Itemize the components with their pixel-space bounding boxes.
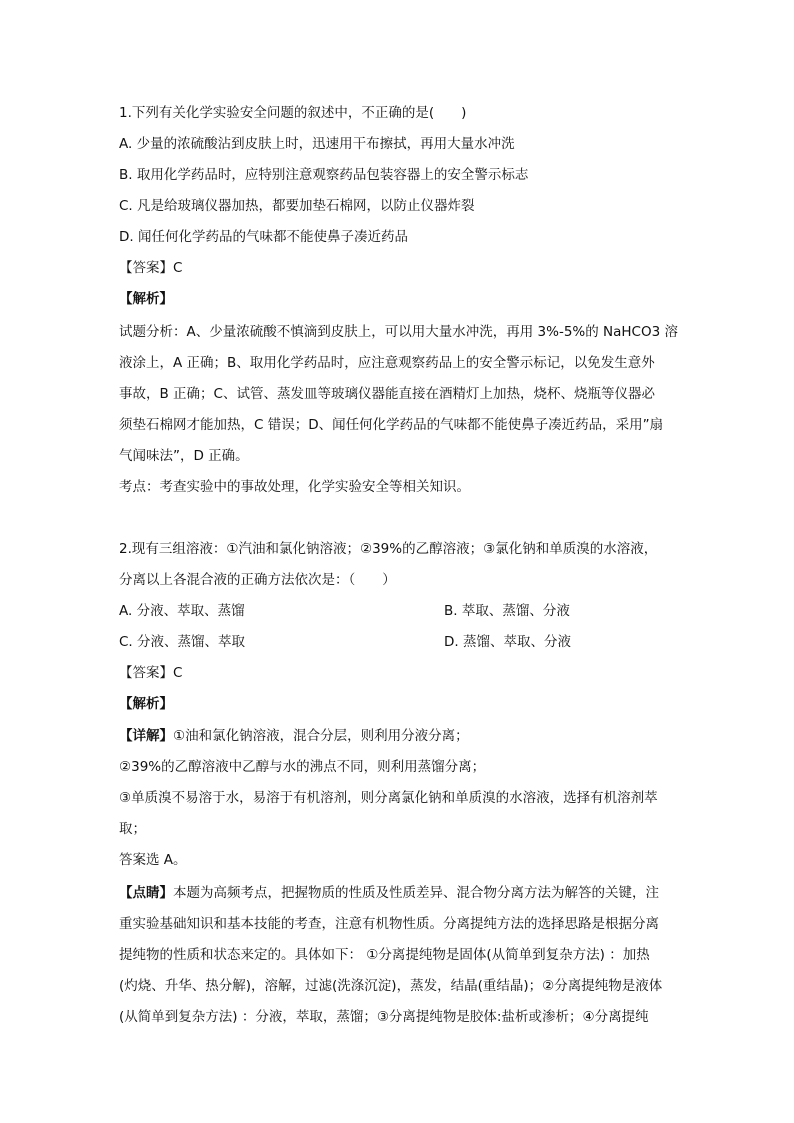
- q1-kaodian: 考点：考查实验中的事故处理，化学实验安全等相关知识。: [119, 479, 470, 495]
- q2-option-c: C. 分液、蒸馏、萃取: [119, 634, 246, 650]
- q1-question: 1.下列有关化学实验安全问题的叙述中，不正确的是( ): [119, 105, 467, 121]
- q1-analysis-line: 气闻味法”，D 正确。: [119, 448, 249, 464]
- q1-option-b: B. 取用化学药品时，应特别注意观察药品包装容器上的安全警示标志: [119, 167, 529, 183]
- q2-option-d: D. 蒸馏、萃取、分液: [444, 634, 571, 650]
- q2-detail-line: [119, 726, 469, 746]
- q1-answer: 【答案】C: [119, 260, 183, 276]
- q2-answer: 【答案】C: [119, 665, 183, 681]
- q2-detail-line: ②39%的乙醇溶液中乙醇与水的沸点不同，则利用蒸馏分离；: [119, 759, 486, 775]
- q1-analysis-line: 须垫石棉网才能加热，C 错误；D、闻任何化学药品的气味都不能使鼻子凑近药品，采用”扇: [119, 417, 664, 433]
- q2-detail-line: ③单质溴不易溶于水，易溶于有机溶剂，则分离氯化钠和单质溴的水溶液，选择有机溶剂萃: [119, 790, 658, 806]
- q2-option-a: A. 分液、萃取、蒸馏: [119, 603, 245, 619]
- q1-option-c: C. 凡是给玻璃仪器加热，都要加垫石棉网，以防止仪器炸裂: [119, 198, 475, 214]
- q2-dianjing-line: [119, 883, 659, 903]
- q2-detail-line: 取；: [119, 821, 146, 837]
- q2-option-b: B. 萃取、蒸馏、分液: [444, 603, 570, 619]
- q1-analysis-label: 【解析】: [119, 291, 173, 307]
- q2-question-line: 分离以上各混合液的正确方法依次是：（ ）: [119, 572, 396, 588]
- q1-option-a: A. 少量的浓硫酸沾到皮肤上时，迅速用干布擦拭，再用大量水冲洗: [119, 136, 515, 152]
- q2-detail-line: 答案选 A。: [119, 852, 187, 868]
- q2-dianjing-line: 提纯物的性质和状态来定的。具体如下： ①分离提纯物是固体(从简单到复杂方法) ：加热: [119, 947, 650, 963]
- q1-analysis-line: 试题分析：A、少量浓硫酸不慎滴到皮肤上，可以用大量水冲洗，再用 3%-5%的 NaHCO3 溶: [119, 324, 678, 340]
- q1-analysis-line: 事故，B 正确；C、试管、蒸发皿等玻璃仪器能直接在酒精灯上加热，烧杯、烧瓶等仪器必: [119, 386, 655, 402]
- q2-detail-label: 【详解】: [119, 728, 173, 744]
- q2-dianjing-line: 重实验基础知识和基本技能的考查，注意有机物性质。分离提纯方法的选择思路是根据分离: [119, 916, 659, 932]
- q2-dianjing-line: (从简单到复杂方法) ：分液，萃取，蒸馏；③分离提纯物是胶体:盐析或渗析；④分离提纯: [119, 1009, 649, 1025]
- q2-question-line: 2.现有三组溶液：①汽油和氯化钠溶液；②39%的乙醇溶液；③氯化钠和单质溴的水溶液，: [119, 541, 658, 557]
- q2-dianjing-line: (灼烧、升华、热分解)，溶解，过滤(洗涤沉淀)，蒸发，结晶(重结晶)；②分离提纯物是液体: [119, 978, 663, 994]
- q2-dianjing-label: 【点睛】: [119, 885, 173, 901]
- q2-dianjing-text: 本题为高频考点，把握物质的性质及性质差异、混合物分离方法为解答的关键，注: [173, 885, 659, 901]
- q2-detail-text: ①油和氯化钠溶液，混合分层，则利用分液分离；: [173, 728, 469, 744]
- q1-analysis-line: 液涂上，A 正确；B、取用化学药品时，应注意观察药品上的安全警示标记，以免发生意外: [119, 355, 655, 371]
- q2-analysis-label: 【解析】: [119, 696, 173, 712]
- q1-option-d: D. 闻任何化学药品的气味都不能使鼻子凑近药品: [119, 229, 408, 245]
